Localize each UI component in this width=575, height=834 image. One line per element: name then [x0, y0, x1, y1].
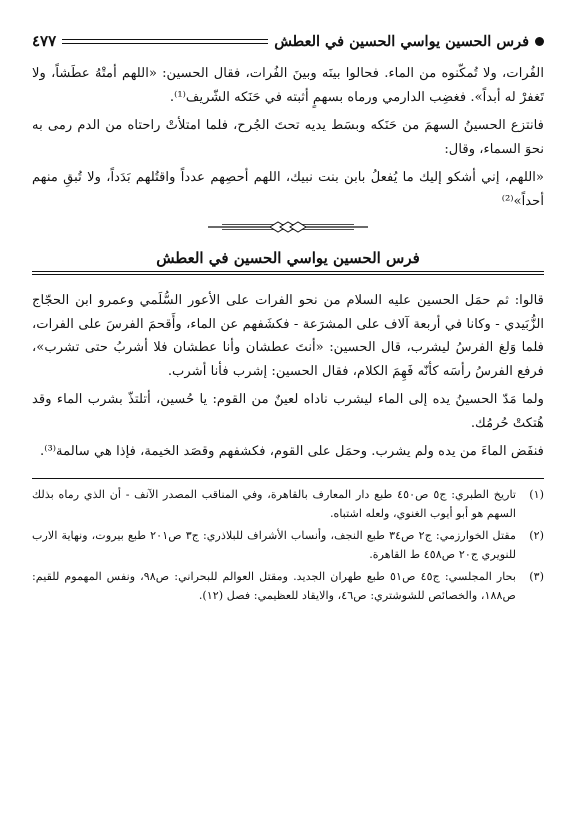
footnote-number: (٣): [529, 569, 544, 583]
paragraph: الفُرات، ولا تُمكّنوه من الماء. فحالوا بينَه وبينَ الفُرات، فقال الحسين: «اللهم أمتْهُ عطَشاً، ولا تَغفرْ له أبداً». فغضِب الدارمي ورماه بسهمٍ أثبته في حَنَكه الشّريف⁽¹⁾.: [32, 66, 544, 105]
footnote: [32, 485, 544, 523]
running-header-title: فرس الحسين يواسي الحسين في العطش: [274, 32, 529, 50]
paragraph: فنفَض الماءَ من يده ولم يشرب. وحمَل على القوم، فكشفهم وقصَد الخيمة، فإذا هي سالمة⁽³⁾.: [40, 444, 544, 459]
section-heading-rule: [32, 271, 544, 275]
section-heading: فرس الحسين يواسي الحسين في العطش: [156, 249, 420, 267]
header-rule: [62, 39, 268, 44]
footnote: [32, 526, 544, 564]
footnote-text: تاريخ الطبري: ج٥ ص٤٥٠ طبع دار المعارف بالقاهرة، وفي المناقب المصدر الآنف - أن الذي رماه بذلك السهم هو أبو أيوب الغنوي، ولعله اشتباه.: [32, 487, 516, 520]
page-number: ٤٧٧: [32, 32, 57, 50]
footnote: [32, 567, 544, 605]
footnote-number: (٢): [529, 528, 544, 542]
bullet-icon: [535, 37, 544, 46]
paragraph: فانتزع الحسينُ السهمَ من حَنَكه وبسَط يديه تحتَ الجُرح، فلما امتلأتْ راحتاه من الدم رمى به نحوَ السماء، وقال:: [32, 118, 544, 157]
footnote-number: (١): [529, 487, 544, 501]
footnote-text: مقتل الخوارزمي: ج٢ ص٣٤ طبع النجف، وأنساب الأشراف للبلاذري: ج٣ ص٢٠١ طبع بيروت، ونهاية الارب للنويري ج٢٠ ص٤٥٨ ط القاهرة.: [32, 528, 516, 561]
running-header: [32, 28, 544, 54]
quote-paragraph: «اللهم، إني أشكو إليك ما يُفعلُ بابن بنت نبيك، اللهم أحصِهم عدداً واقتُلهم بَدَداً، ولا تُبقِ منهم أحداً»⁽²⁾: [32, 170, 544, 209]
footnote-text: بحار المجلسي: ج٤٥ ص٥١ طبع طهران الجديد. ومقتل العوالم للبحراني: ص٩٨، ونفس المهموم للقيم: ص١٨٨، والخصائص للشوشتري: ص٤٦، والايقاد للعظيمي: فصل (١٢).: [32, 569, 516, 602]
book-page: [32, 28, 544, 818]
paragraph: ولما مَدّ الحسينُ يده إلى الماء ليشرب ناداه لعينٌ من القوم: يا حُسين، أتلتذّ بشرب الماء وقد هُتكتْ حُرمُك.: [32, 392, 544, 431]
footnote-rule: [32, 478, 544, 479]
paragraph: قالوا: ثم حمَل الحسين عليه السلام من نحو الفرات على الأعور السُّلَمي وعمرو ابن الحجّاج الزُّبَيدي - وكانا في أربعة آلاف على المشرَعة - فكشَفهم عن الماء، وأَقحمَ الفرسَ على الفرات، فلما وَلغ الفرسُ ليشرب، قال الحسين: «أنتَ عطشان وأنا عطشان فلا أشربُ حتى تشرب»، فرفع الفرسُ رأسَه كأنّه فَهِمَ الكلام، فقال الحسين: إشرب فأنا أشرب.: [32, 293, 544, 379]
ornament-divider-icon: [208, 221, 368, 233]
